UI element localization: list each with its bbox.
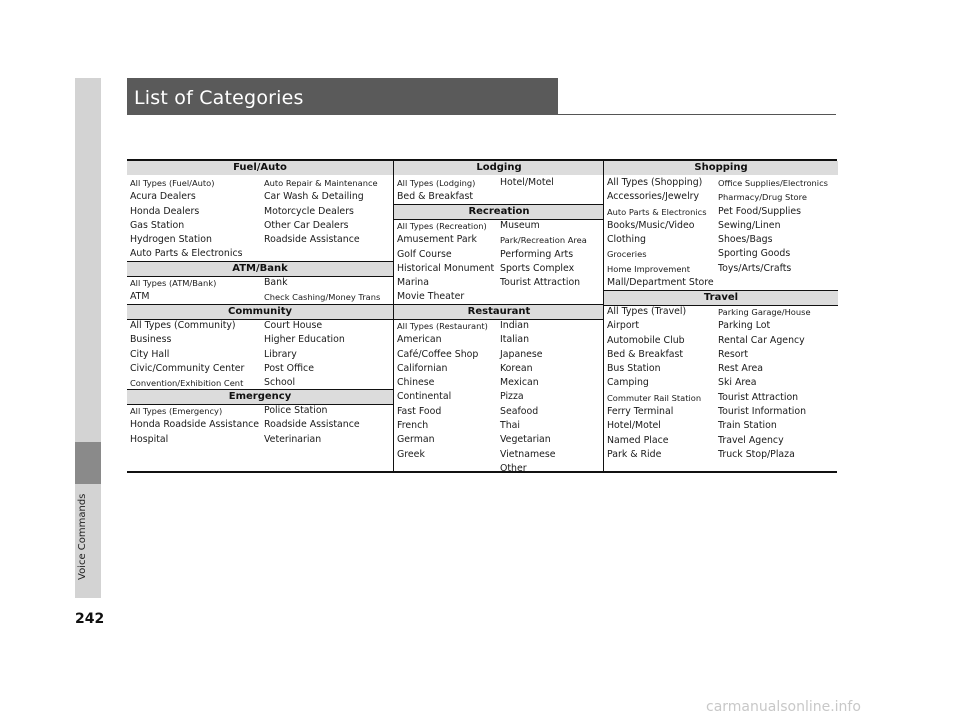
category-item [264, 247, 396, 261]
category-item: Motorcycle Dealers [264, 205, 354, 217]
category-item: Mall/Department Store [607, 277, 714, 289]
category-item: All Types (Travel) [607, 306, 687, 317]
category-item: Vietnamese [500, 448, 556, 460]
category-item [500, 290, 604, 304]
title-rule [558, 114, 836, 115]
category-item: Amusement Park [397, 234, 477, 246]
category-item: Tourist Information [718, 406, 807, 418]
category-item: Office Supplies/Electronics [718, 178, 828, 188]
category-item: All Types (Restaurant) [397, 321, 488, 331]
column-2 [393, 161, 604, 474]
category-item: Auto Parts & Electronics [130, 248, 243, 260]
category-item: Bank [264, 277, 288, 288]
category-item: Mexican [500, 377, 539, 389]
category-item: All Types (Community) [130, 320, 236, 331]
category-item: Bed & Breakfast [397, 191, 474, 203]
category-item: All Types (Emergency) [130, 406, 223, 416]
section-heading-emergency: Emergency [127, 389, 393, 405]
section-heading-lodging: Lodging [394, 161, 604, 175]
category-item: Resort [718, 348, 749, 360]
category-item: Museum [500, 220, 540, 231]
category-item: Pharmacy/Drug Store [718, 192, 807, 203]
category-item: Tourist Attraction [500, 277, 581, 289]
category-item: Marina [397, 277, 429, 289]
category-item: Shoes/Bags [718, 234, 773, 246]
category-item: Ski Area [718, 377, 757, 389]
category-item: Tourist Attraction [718, 391, 799, 403]
section-fuel-auto [130, 176, 393, 262]
category-item: Greek [397, 448, 425, 460]
category-item: Parking Lot [718, 320, 771, 332]
category-item: Police Station [264, 405, 328, 416]
category-item: All Types (ATM/Bank) [130, 278, 217, 288]
category-item: Gas Station [130, 219, 185, 231]
category-item: Truck Stop/Plaza [718, 448, 795, 460]
category-item: ATM [130, 291, 150, 303]
category-item: Groceries [607, 249, 647, 260]
section-heading-shopping: Shopping [604, 161, 838, 175]
sidebar-label: Voice Commands [77, 493, 88, 580]
category-item: Bed & Breakfast [607, 348, 684, 360]
category-item: French [397, 420, 429, 432]
category-item: Hospital [130, 433, 169, 445]
category-item: All Types (Lodging) [397, 178, 476, 188]
category-item [500, 190, 604, 204]
watermark: carmanualsonline.info [706, 699, 861, 715]
category-item: Sports Complex [500, 262, 575, 274]
section-heading-travel: Travel [604, 290, 838, 306]
category-item: Honda Dealers [130, 205, 200, 217]
category-item: Travel Agency [718, 434, 784, 446]
column-1 [127, 161, 393, 471]
category-item: Golf Course [397, 248, 452, 260]
category-item: All Types (Shopping) [607, 177, 703, 188]
category-item: Post Office [264, 362, 314, 374]
category-item: Rest Area [718, 363, 763, 375]
category-item: Park & Ride [607, 448, 662, 460]
category-item: Acura Dealers [130, 191, 196, 203]
category-item: Rental Car Agency [718, 334, 805, 346]
section-travel [607, 305, 838, 462]
category-item: Indian [500, 320, 529, 331]
section-heading-restaurant: Restaurant [394, 304, 604, 320]
category-item: All Types (Recreation) [397, 221, 487, 231]
section-heading-recreation: Recreation [394, 204, 604, 220]
category-item [718, 276, 838, 290]
category-item: Airport [607, 320, 640, 332]
category-item: Honda Roadside Assistance [130, 419, 260, 431]
category-item: Parking Garage/House [718, 307, 811, 317]
category-item: Fast Food [397, 405, 442, 417]
category-item: Clothing [607, 234, 647, 246]
page-title: List of Categories [134, 87, 304, 109]
category-item: Other Car Dealers [264, 219, 349, 231]
section-heading-fuel-auto: Fuel/Auto [127, 161, 393, 175]
category-item: Car Wash & Detailing [264, 191, 364, 203]
category-item: Ferry Terminal [607, 406, 674, 418]
category-item: Court House [264, 320, 323, 331]
category-item: Hotel/Motel [607, 420, 661, 432]
column-3 [603, 161, 838, 471]
category-item: Performing Arts [500, 248, 574, 260]
category-item: Pizza [500, 391, 524, 403]
section-heading-atm-bank: ATM/Bank [127, 261, 393, 277]
category-item: Chinese [397, 377, 435, 389]
category-item: Library [264, 348, 297, 360]
section-restaurant [397, 319, 604, 476]
category-item: Thai [500, 420, 521, 432]
category-item: Roadside Assistance [264, 419, 360, 431]
category-item: Other [500, 462, 527, 474]
category-item: Named Place [607, 434, 669, 446]
category-table [127, 159, 837, 473]
category-item: Californian [397, 362, 448, 374]
category-item: Sewing/Linen [718, 219, 781, 231]
category-item [397, 462, 500, 476]
category-item: Auto Repair & Maintenance [264, 178, 378, 188]
category-item: Historical Monument [397, 262, 495, 274]
page-number: 242 [75, 611, 105, 627]
category-item: Hydrogen Station [130, 234, 212, 246]
category-item: Higher Education [264, 334, 345, 346]
category-item: Italian [500, 334, 530, 346]
category-item: Toys/Arts/Crafts [718, 262, 792, 274]
category-item: Park/Recreation Area [500, 235, 587, 246]
section-atm-bank [130, 276, 393, 305]
category-item: School [264, 377, 296, 389]
category-item: Japanese [500, 348, 543, 360]
category-item: Civic/Community Center [130, 362, 245, 374]
category-item: Pet Food/Supplies [718, 205, 802, 217]
category-item: Auto Parts & Electronics [607, 206, 707, 217]
category-item: Camping [607, 377, 649, 389]
section-community [130, 319, 393, 390]
category-item: American [397, 334, 442, 346]
category-item: Roadside Assistance [264, 234, 360, 246]
category-item: Bus Station [607, 363, 661, 375]
category-item: Books/Music/Video [607, 219, 695, 231]
section-emergency [130, 404, 393, 447]
category-item: Hotel/Motel [500, 177, 554, 188]
category-item: Commuter Rail Station [607, 392, 702, 403]
category-item: Veterinarian [264, 433, 322, 445]
category-item: Continental [397, 391, 452, 403]
category-item: Home Improvement [607, 263, 690, 274]
section-heading-community: Community [127, 304, 393, 320]
category-item: Check Cashing/Money Trans [264, 292, 381, 303]
category-item: Convention/Exhibition Cent [130, 378, 244, 389]
category-item: Automobile Club [607, 334, 685, 346]
category-item: Sporting Goods [718, 248, 791, 260]
category-item: Business [130, 334, 172, 346]
category-item: All Types (Fuel/Auto) [130, 178, 215, 188]
section-lodging [397, 176, 604, 205]
category-item: Movie Theater [397, 291, 465, 303]
category-item: City Hall [130, 348, 170, 360]
sidebar-tab [75, 78, 101, 598]
category-item: Korean [500, 362, 533, 374]
title-bar [127, 78, 558, 115]
category-item: Train Station [718, 420, 777, 432]
category-item: Vegetarian [500, 434, 551, 446]
category-item: Café/Coffee Shop [397, 348, 479, 360]
category-item: German [397, 434, 435, 446]
category-item: Seafood [500, 405, 539, 417]
category-item: Accessories/Jewelry [607, 191, 700, 203]
section-shopping [607, 176, 838, 290]
section-recreation [397, 219, 604, 305]
